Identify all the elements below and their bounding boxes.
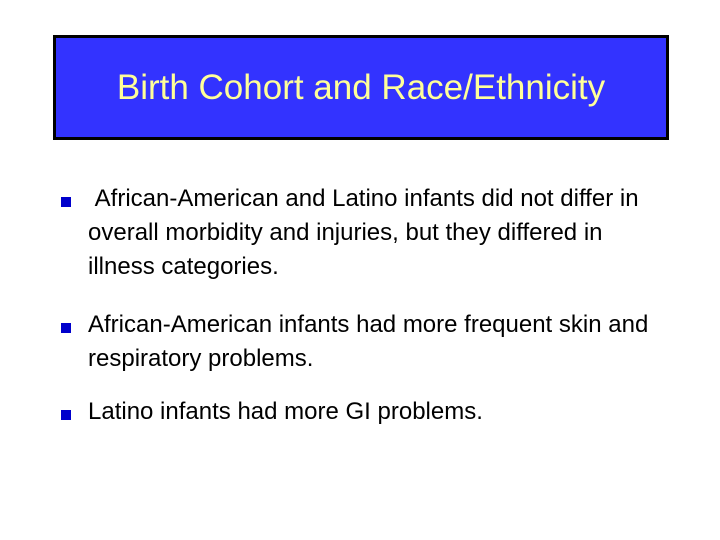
slide-title: Birth Cohort and Race/Ethnicity — [116, 67, 606, 107]
square-bullet-icon — [61, 410, 71, 420]
bullet-text: African-American and Latino infants did not differ in overall morbidity and injuries, but they differed in illness categories. — [88, 185, 646, 280]
bullet-text: African-American infants had more frequent skin and respiratory problems. — [88, 311, 649, 372]
square-bullet-icon — [61, 323, 71, 333]
square-bullet-icon — [61, 197, 71, 207]
bullet-text: Latino infants had more GI problems. — [88, 398, 483, 425]
